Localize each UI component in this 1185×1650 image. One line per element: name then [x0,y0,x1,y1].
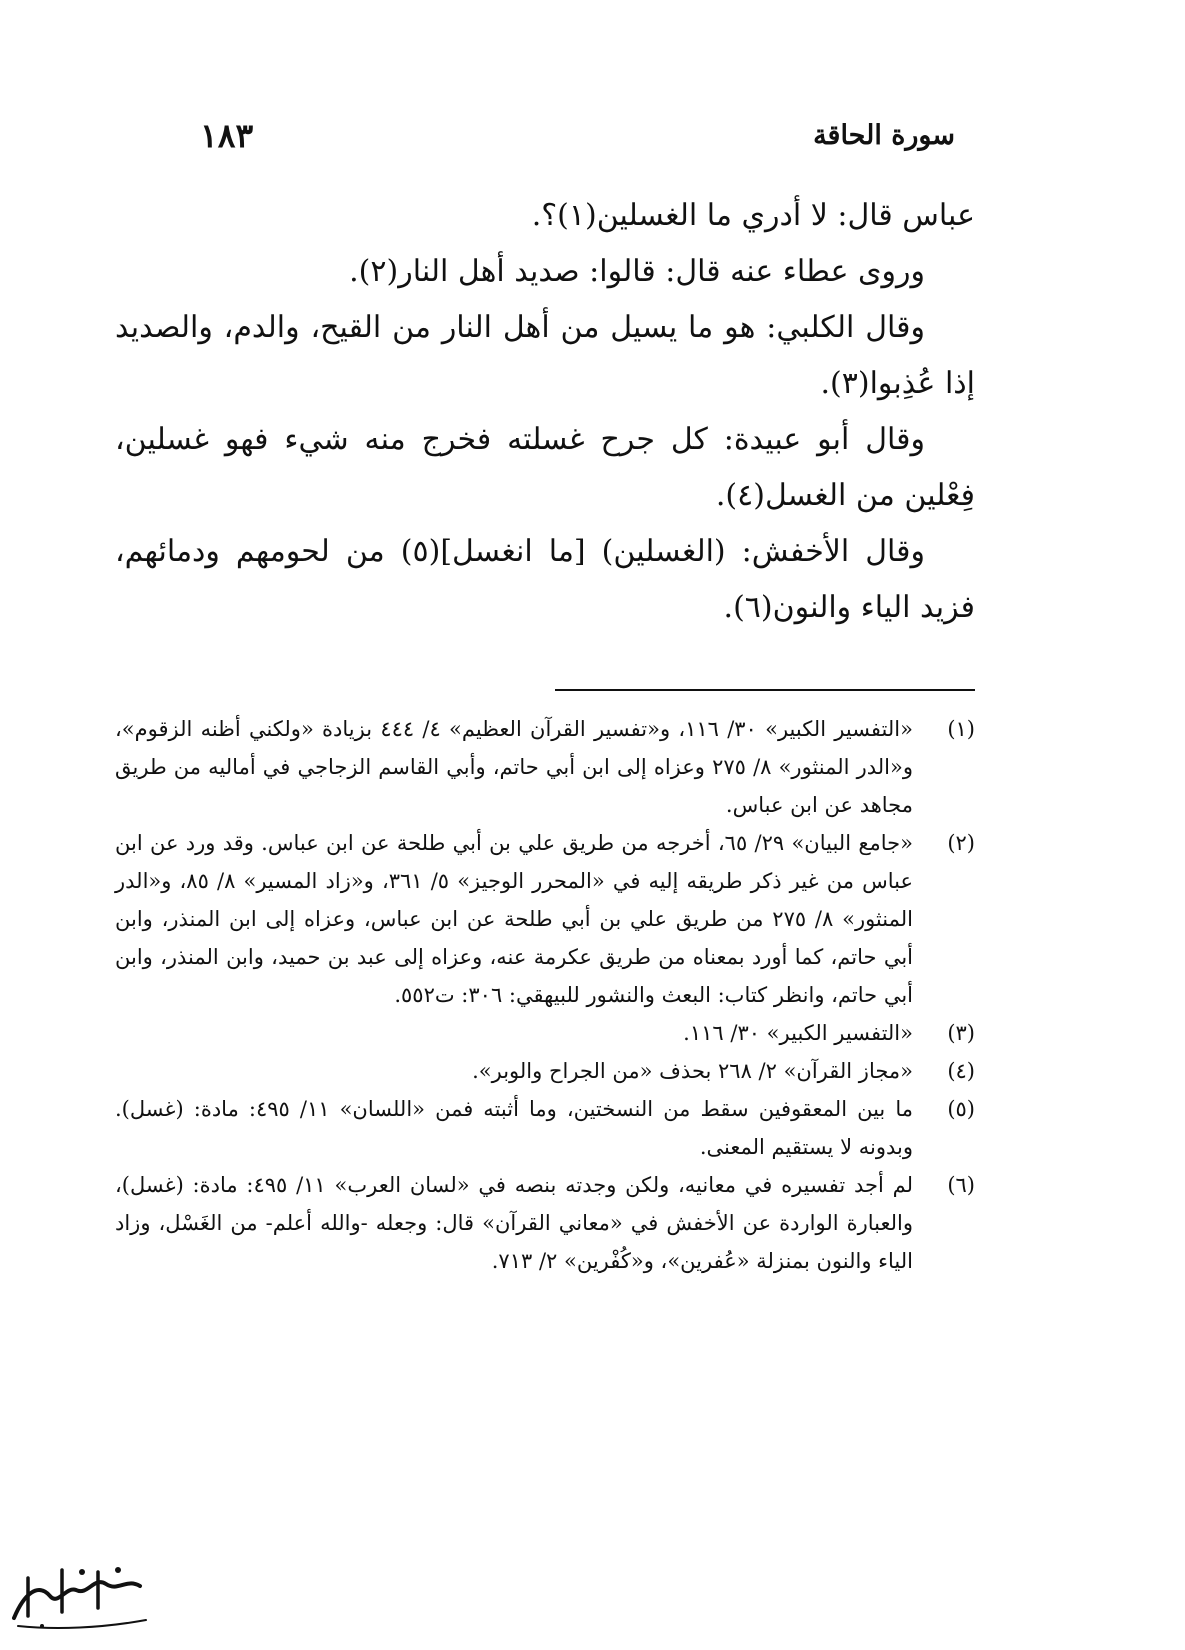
footnote-number: (٣) [947,1021,975,1045]
footnote-text: «جامع البيان» ٢٩/ ٦٥، أخرجه من طريق علي بن أبي طلحة عن ابن عباس. وقد ورد عن ابن عباس من غير ذكر طريقه إليه في «المحرر الوجيز» ٥/ ٣٦١، و«زاد المسير» ٨/ ٨٥، و«الدر المنثور» ٨/ ٢٧٥ من طريق علي بن أبي طلحة عن ابن عباس، وعزاه إلى ابن المنذر، وابن أبي حاتم، كما أورد بمعناه من طريق عكرمة عنه، وعزاه إلى عبد بن حميد، وابن المنذر، وابن أبي حاتم، وانظر كتاب: البعث والنشور للبيهقي: ٣٠٦: ت٥٥٢. [115,831,913,1007]
paragraph: وروى عطاء عنه قال: قالوا: صديد أهل النار(٢). [349,254,925,289]
footnote-text: ما بين المعقوفين سقط من النسختين، وما أثبته فمن «اللسان» ١١/ ٤٩٥: مادة: (غسل). وبدونه لا يستقيم المعنى. [115,1097,913,1159]
footnote-text: «التفسير الكبير» ٣٠/ ١١٦. [683,1021,913,1045]
running-header [200,116,955,166]
paragraph: عباس قال: لا أدري ما الغسلين(١)؟. [531,198,975,233]
paragraph: وقال الكلبي: هو ما يسيل من أهل النار من القيح، والدم، والصديد إذا عُذِبوا(٣). [115,310,975,401]
paragraph: وقال الأخفش: (الغسلين) [ما انغسل](٥) من لحومهم ودمائهم، فزيد الياء والنون(٦). [115,534,975,625]
footnote-text: «التفسير الكبير» ٣٠/ ١١٦، و«تفسير القرآن العظيم» ٤/ ٤٤٤ بزيادة «ولكني أظنه الزقوم»، و«الدر المنثور» ٨/ ٢٧٥ وعزاه إلى ابن أبي حاتم، وأبي القاسم الزجاجي في أماليه من طريق مجاهد عن ابن عباس. [115,717,913,817]
footnote-2 [115,824,975,1014]
footnote-number: (٦) [947,1173,975,1197]
footnotes [115,710,975,1280]
footnote-text: لم أجد تفسيره في معانيه، ولكن وجدته بنصه في «لسان العرب» ١١/ ٤٩٥: مادة: (غسل)، والعبارة الواردة عن الأخفش في «معاني القرآن» قال: وجعله -والله أعلم- من الغَسْل، وزاد الياء والنون بمنزلة «عُفرين»، و«كُفْرين» ٢/ ٧١٣. [115,1173,913,1273]
page-number: ١٨٣ [200,116,254,155]
footnote-divider [555,689,975,691]
footnote-6 [115,1166,975,1280]
footnote-number: (٥) [947,1097,975,1121]
footnote-1 [115,710,975,824]
footnote-3 [115,1014,975,1052]
footnote-5 [115,1090,975,1166]
footnote-number: (٤) [947,1059,975,1083]
footnote-4 [115,1052,975,1090]
calligraphy-watermark-logo [6,1556,156,1636]
surah-title: سورة الحاقة [813,120,955,151]
footnote-number: (١) [947,717,975,741]
main-text [115,188,975,636]
footnote-text: «مجاز القرآن» ٢/ ٢٦٨ بحذف «من الجراح والوبر». [472,1059,913,1083]
footnote-number: (٢) [947,831,975,855]
paragraph: وقال أبو عبيدة: كل جرح غسلته فخرج منه شيء فهو غسلين، فِعْلين من الغسل(٤). [115,422,975,513]
